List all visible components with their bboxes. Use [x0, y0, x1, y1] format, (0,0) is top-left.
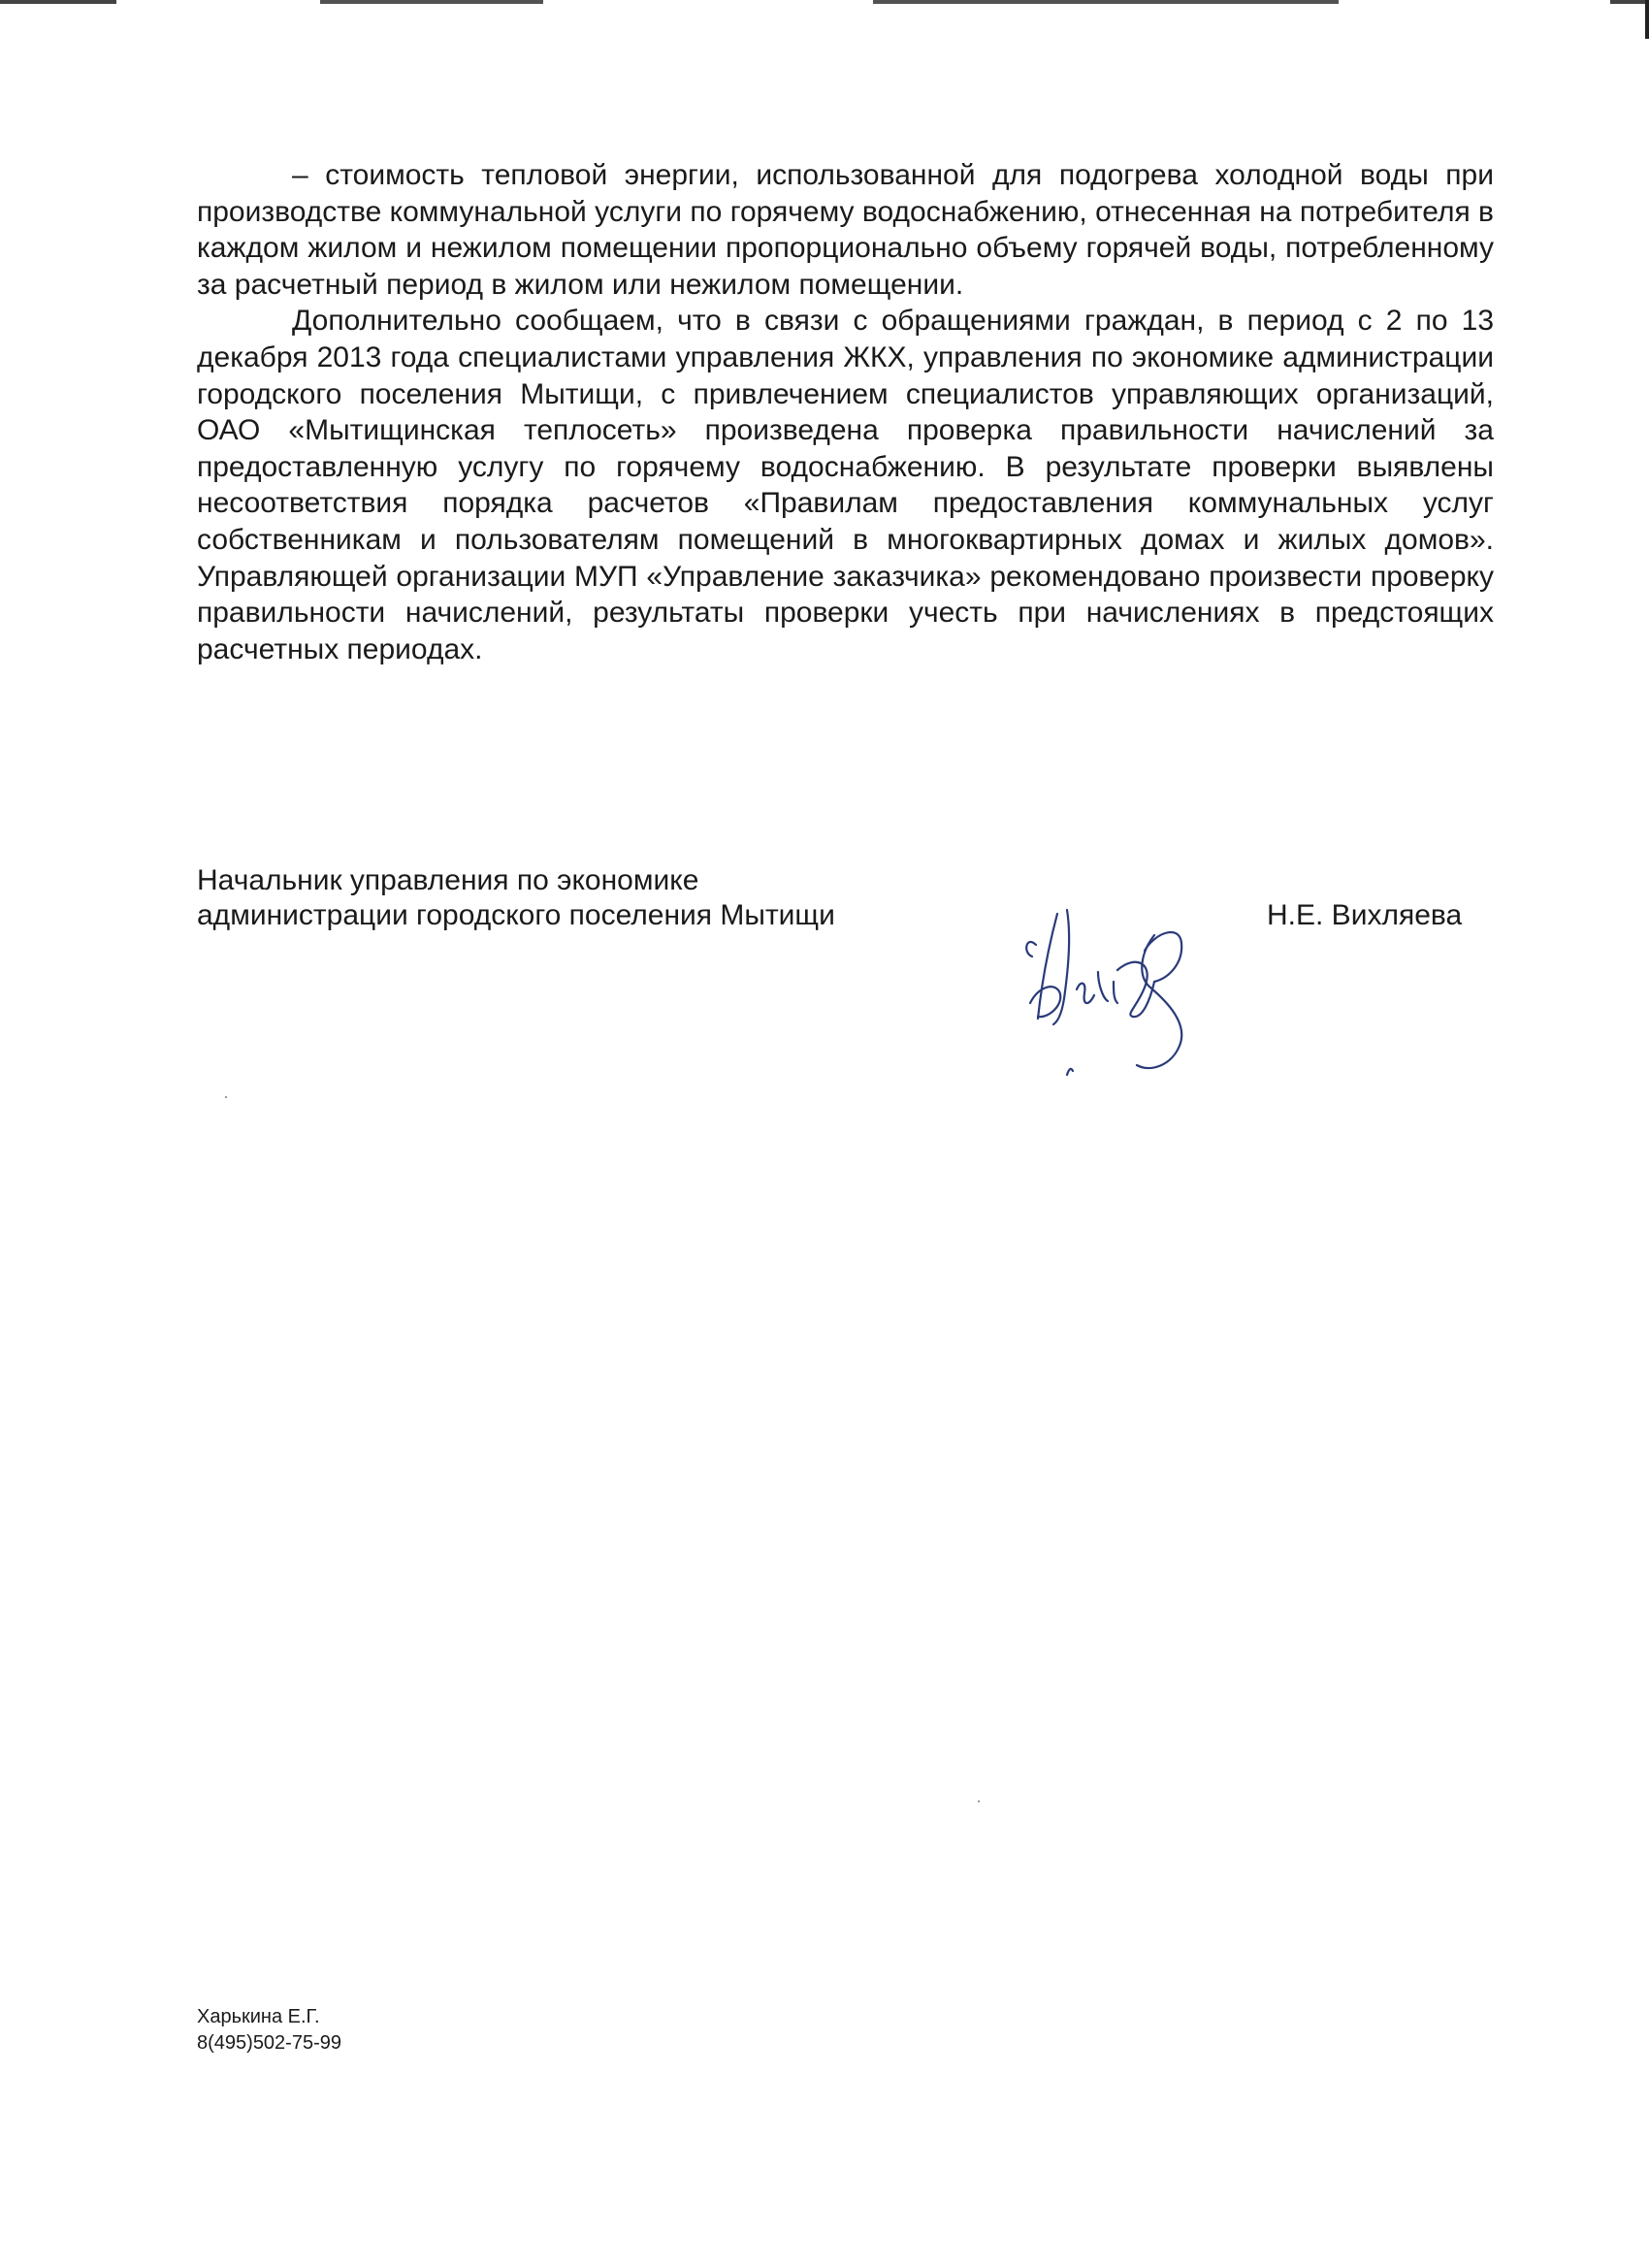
executor-phone: 8(495)502-75-99: [197, 2032, 341, 2054]
executor-footer: [197, 2004, 341, 2057]
scan-edge-top: [0, 0, 1649, 4]
scan-speck: [978, 1800, 980, 1802]
scan-edge-right: [1645, 0, 1649, 39]
paragraph-inspection: Дополнительно сообщаем, что в связи с обращениями граждан, в период с 2 по 13 декабря 2013 года специалистами управления ЖКХ, управления по экономике администрации городского поселения Мытищи, с привлечением специалистов управляющих организаций, ОАО «Мытищинская теплосеть» произведена проверка правильности начислений за предоставленную услугу по горячему водоснабжению. В результате проверки выявлены несоответствия порядка расчетов «Правилам предоставления коммунальных услуг собственникам и пользователям помещений в многоквартирных домах и жилых домов». Управляющей организации МУП «Управление заказчика» рекомендовано произвести проверку правильности начислений, результаты проверки учесть при начислениях в предстоящих расчетных периодах.: [197, 305, 1494, 665]
signatory-position-line-2: администрации городского поселения Мытищи: [197, 899, 835, 931]
executor-name: Харькина Е.Г.: [197, 2006, 320, 2027]
handwritten-signature: [1009, 894, 1251, 1108]
paragraph-cost-item: – стоимость тепловой энергии, использованной для подогрева холодной воды при производстве коммунальной услуги по горячему водоснабжению, отнесенная на потребителя в каждом жилом и нежилом помещении пропорционально объему горячей воды, потребленному за расчетный период в жилом или нежилом помещении.: [197, 159, 1494, 301]
letter-body: [197, 157, 1494, 667]
signatory-name: Н.Е. Вихляева: [1267, 899, 1463, 931]
signatory-position-line-1: Начальник управления по экономике: [197, 864, 699, 896]
signature-block: [197, 863, 1494, 933]
scan-speck: [225, 1096, 227, 1098]
